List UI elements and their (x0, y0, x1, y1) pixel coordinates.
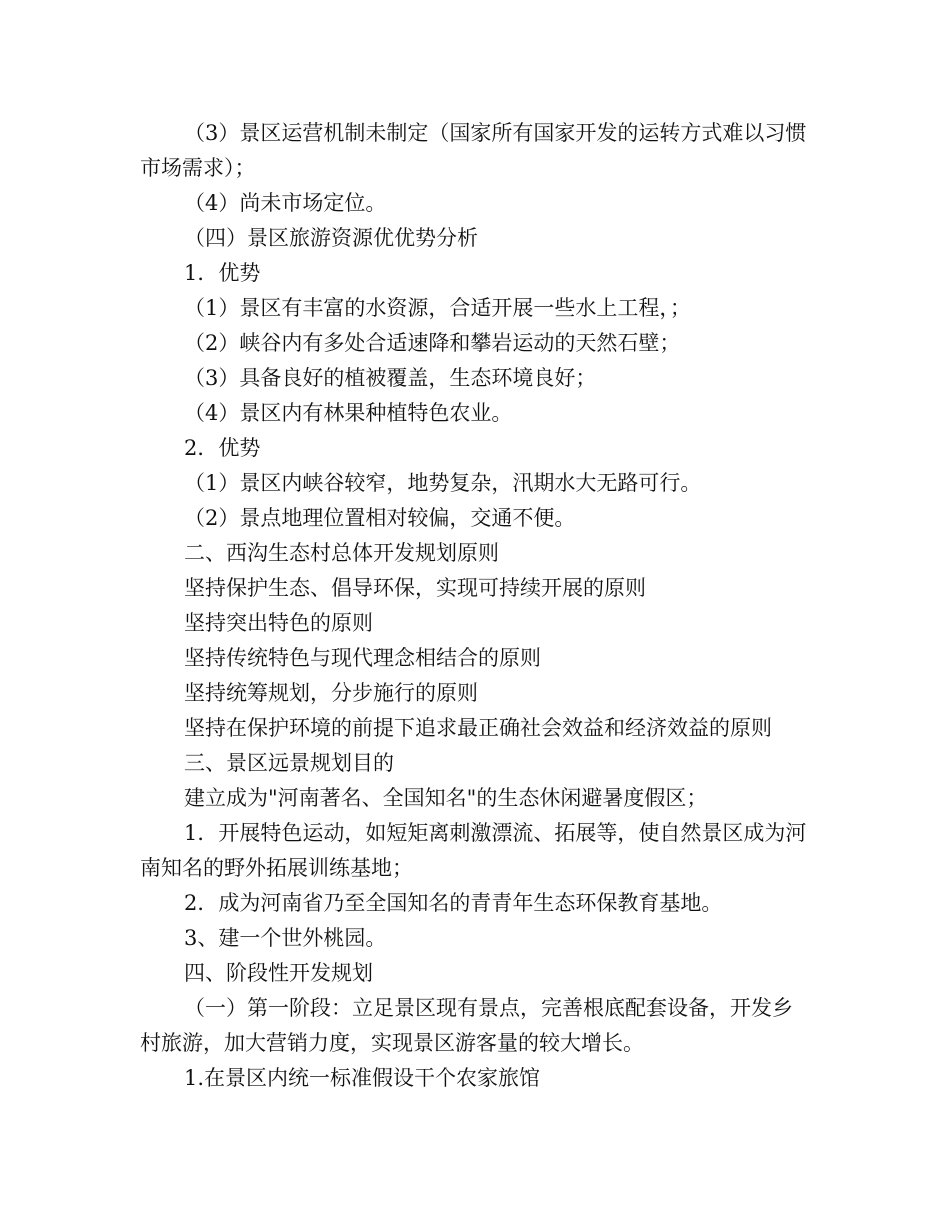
paragraph: （4）景区内有林果种植特色农业。 (184, 401, 513, 425)
paragraph: 二、西沟生态村总体开发规划原则 (184, 541, 499, 565)
paragraph: 坚持在保护环境的前提下追求最正确社会效益和经济效益的原则 (184, 716, 772, 740)
paragraph: （4）尚未市场定位。 (184, 191, 387, 215)
paragraph: （3）具备良好的植被覆盖，生态环境良好； (184, 366, 597, 390)
paragraph: 2．成为河南省乃至全国知名的青青年生态环保教育基地。 (184, 891, 723, 915)
paragraph: 3、建一个世外桃园。 (184, 926, 387, 950)
paragraph: 坚持突出特色的原则 (184, 611, 373, 635)
paragraph: （1）景区有丰富的水资源，合适开展一些水上工程，； (184, 296, 691, 320)
paragraph: 1．优势 (184, 261, 261, 285)
paragraph: （四）景区旅游资源优优势分析 (184, 226, 478, 250)
paragraph: （3）景区运营机制未制定（国家所有国家开发的运转方式难以习惯市场需求）； (140, 121, 807, 180)
paragraph: 坚持保护生态、倡导环保，实现可持续开展的原则 (184, 576, 646, 600)
paragraph: 三、景区远景规划目的 (184, 751, 394, 775)
paragraph: 坚持传统特色与现代理念相结合的原则 (184, 646, 541, 670)
paragraph: （1）景区内峡谷较窄，地势复杂，汛期水大无路可行。 (184, 471, 702, 495)
document-body (140, 116, 812, 1096)
paragraph: 1.在景区内统一标准假设干个农家旅馆 (184, 1066, 541, 1090)
paragraph: 2．优势 (184, 436, 261, 460)
paragraph: （2）峡谷内有多处合适速降和攀岩运动的天然石壁； (184, 331, 681, 355)
paragraph: 坚持统筹规划，分步施行的原则 (184, 681, 478, 705)
paragraph: （2）景点地理位置相对较偏，交通不便。 (184, 506, 576, 530)
paragraph: 1．开展特色运动，如短矩离刺激漂流、拓展等，使自然景区成为河南知名的野外拓展训练基地； (140, 821, 807, 880)
paragraph: 四、阶段性开发规划 (184, 961, 373, 985)
paragraph: （一）第一阶段：立足景区现有景点，完善根底配套设备，开发乡村旅游，加大营销力度，实现景区游客量的较大增长。 (140, 996, 793, 1055)
paragraph: 建立成为"河南著名、全国知名"的生态休闲避暑度假区； (184, 786, 708, 810)
